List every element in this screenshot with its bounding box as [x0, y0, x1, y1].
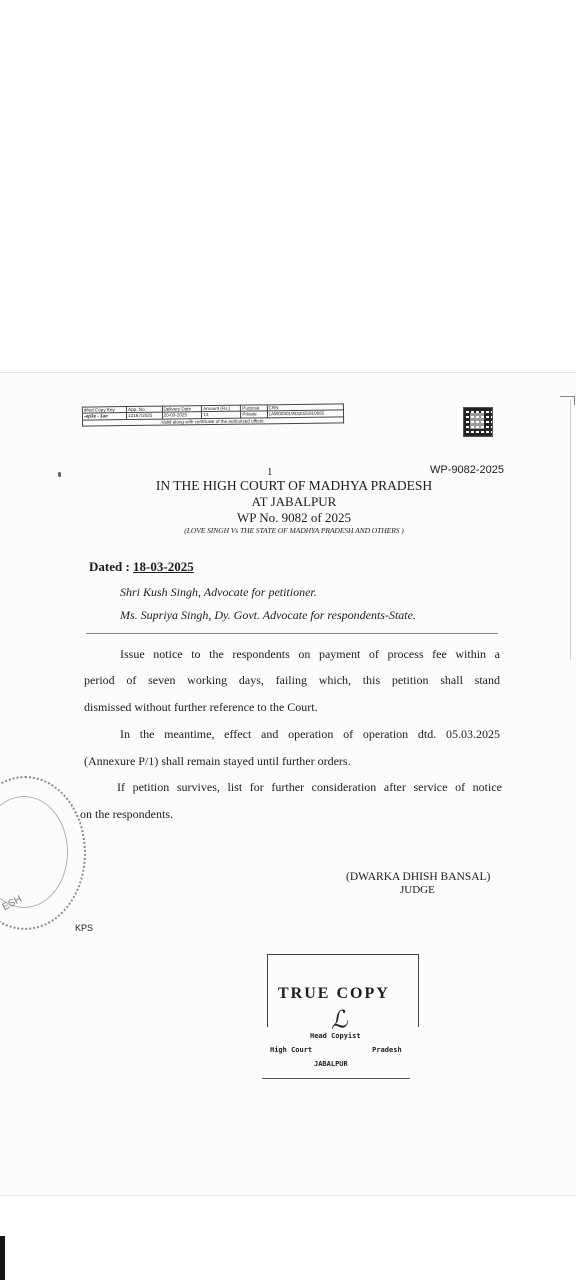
- counsel-petitioner: Shri Kush Singh, Advocate for petitioner.: [120, 585, 317, 599]
- cert-header-cell: Delivery Date: [162, 406, 202, 413]
- stamp-line: Head Copyist: [310, 1032, 361, 1040]
- cert-header-cell: Purpose: [241, 405, 267, 412]
- stamp-line-right: Pradesh: [372, 1046, 402, 1054]
- order-text-line: If petition survives, list for further consideration after service of notice: [117, 780, 502, 794]
- court-title: IN THE HIGH COURT OF MADHYA PRADESH: [155, 478, 433, 493]
- order-text-line: (Annexure P/1) shall remain stayed until further orders.: [84, 754, 351, 768]
- cert-value-cell: 20-03-2025: [162, 412, 202, 419]
- judge-title: JUDGE: [400, 884, 435, 896]
- cert-header-cell: CRN: [267, 404, 344, 411]
- page-number: 1: [267, 466, 273, 478]
- order-text-line: Issue notice to the respondents on payment of process fee within a: [120, 647, 500, 661]
- typist-initials: KPS: [75, 923, 94, 933]
- scan-edge-bar: [0, 1236, 5, 1280]
- cert-value-cell: Private: [241, 411, 267, 418]
- dated-label: Dated :: [89, 559, 130, 574]
- qr-code-icon: [464, 408, 492, 436]
- cert-value-cell: LAW003019032025010682: [267, 410, 344, 417]
- cert-header-cell: Amount (Rs.): [202, 405, 241, 412]
- court-place: AT JABALPUR: [251, 494, 337, 509]
- cert-value-cell: 13: [202, 412, 241, 419]
- seal-text: ESH: [0, 893, 24, 914]
- cert-value-cell: -ap3e - 1ae: [82, 413, 126, 420]
- stamp-line: JABALPUR: [314, 1060, 348, 1068]
- true-copy-title: TRUE COPY: [278, 985, 390, 1002]
- case-parties: (LOVE SINGH Vs THE STATE OF MADHYA PRADESH AND OTHERS ): [184, 526, 404, 535]
- stamp-line: [270, 1046, 402, 1054]
- cert-value-cell: 12167/2025: [127, 413, 163, 420]
- order-text-line: on the respondents.: [80, 807, 173, 821]
- case-number: WP No. 9082 of 2025: [237, 510, 351, 525]
- handwritten-signature-icon: ℒ: [328, 1004, 350, 1036]
- cert-header-cell: App. No.: [126, 406, 162, 413]
- dated-line: [89, 559, 194, 575]
- order-text-line: period of seven working days, failing which, this petition shall stand: [84, 673, 500, 687]
- page-corner-mark: [560, 396, 575, 405]
- dated-value: 18-03-2025: [133, 559, 194, 574]
- stray-ink-mark: [58, 472, 61, 477]
- cert-header-cell: tified Copy Key: [82, 407, 126, 414]
- stamp-line-left: High Court: [270, 1046, 313, 1054]
- order-text-line: dismissed without further reference to the Court.: [84, 700, 318, 714]
- judge-name: (DWARKA DHISH BANSAL): [346, 871, 491, 883]
- case-reference: WP-9082-2025: [430, 464, 504, 476]
- cert-validity-note: Valid along with certificate of the authorized officer.: [83, 417, 344, 427]
- certified-copy-table: [82, 403, 344, 426]
- separator-line: [86, 633, 498, 634]
- stamp-underline: [262, 1078, 410, 1079]
- order-text-line: In the meantime, effect and operation of operation dtd. 05.03.2025: [120, 727, 500, 741]
- counsel-respondents: Ms. Supriya Singh, Dy. Govt. Advocate for respondents-State.: [120, 608, 416, 622]
